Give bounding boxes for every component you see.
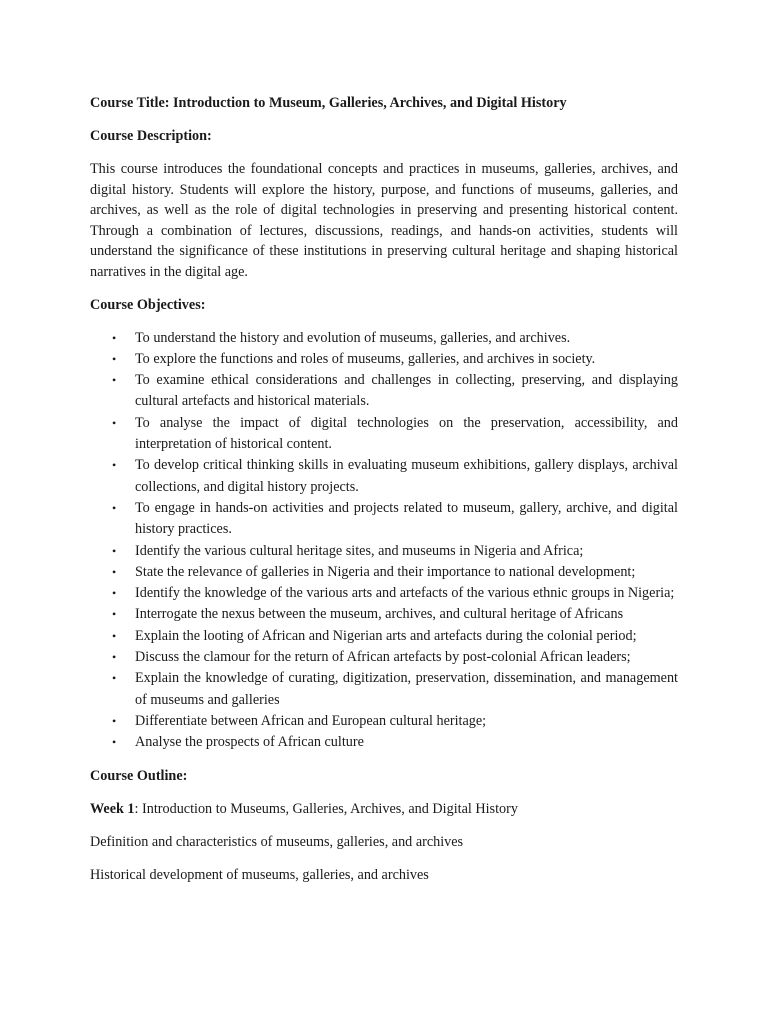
objective-text: Explain the knowledge of curating, digitization, preservation, dissemination, and management of museums and galleries <box>135 670 678 708</box>
course-title-value: Introduction to Museum, Galleries, Archives, and Digital History <box>173 95 567 111</box>
objective-text: To engage in hands-on activities and projects related to museum, gallery, archive, and digital history practices. <box>135 499 678 538</box>
bullet-icon: • <box>112 628 117 643</box>
objective-text: To develop critical thinking skills in evaluating museum exhibitions, gallery displays, archival collections, and digital history projects. <box>135 457 678 495</box>
bullet-icon: • <box>112 607 117 622</box>
bullet-icon: • <box>112 330 117 345</box>
bullet-icon: • <box>112 671 117 686</box>
course-title <box>90 93 678 113</box>
objective-text: To understand the history and evolution of museums, galleries, and archives. <box>135 329 571 346</box>
objective-item <box>90 370 678 413</box>
objective-item <box>90 413 678 456</box>
objective-item <box>90 668 678 711</box>
bullet-icon: • <box>112 351 117 366</box>
course-outline-heading: Course Outline: <box>90 767 188 784</box>
objective-item <box>90 541 678 562</box>
objective-text: Discuss the clamour for the return of African artefacts by post-colonial African leaders; <box>135 649 631 666</box>
bullet-icon: • <box>112 415 117 430</box>
objective-item <box>90 349 678 370</box>
course-objectives-list <box>90 328 678 754</box>
objective-text: Explain the looting of African and Nigerian arts and artefacts during the colonial period; <box>135 627 637 644</box>
objective-text: To analyse the impact of digital technologies on the preservation, accessibility, and interpretation of historical content. <box>135 414 678 453</box>
bullet-icon: • <box>112 650 117 665</box>
outline-line: Definition and characteristics of museums, galleries, and archives <box>90 833 464 850</box>
objective-item <box>90 455 678 498</box>
bullet-icon: • <box>112 543 117 558</box>
outline-line: Historical development of museums, galleries, and archives <box>90 866 429 883</box>
objective-item <box>90 626 678 647</box>
bullet-icon: • <box>112 500 117 515</box>
course-objectives-heading: Course Objectives: <box>90 296 206 313</box>
week-1-line <box>90 799 678 819</box>
objective-item <box>90 732 678 753</box>
objective-item <box>90 328 678 349</box>
bullet-icon: • <box>112 735 117 750</box>
bullet-icon: • <box>112 713 117 728</box>
objective-item <box>90 604 678 625</box>
objective-text: To examine ethical considerations and challenges in collecting, preserving, and displaying cultural artefacts and historical materials. <box>135 372 678 410</box>
objective-item <box>90 562 678 583</box>
objective-item <box>90 583 678 604</box>
objective-text: Analyse the prospects of African culture <box>135 734 364 751</box>
bullet-icon: • <box>112 373 117 388</box>
objective-text: Identify the various cultural heritage sites, and museums in Nigeria and Africa; <box>135 542 584 559</box>
bullet-icon: • <box>112 458 117 473</box>
objective-item <box>90 647 678 668</box>
course-title-label: Course Title: <box>90 95 170 111</box>
objective-item <box>90 711 678 732</box>
course-description-text: This course introduces the foundational concepts and practices in museums, galleries, archives, and digital history. Students will explore the history, purpose, and functions of museums, galleries, and archives, as well as the role of digital technologies in preserving and presenting historical content. Through a combination of lectures, discussions, readings, and hands-on activities, students will understand the significance of these institutions in preserving cultural heritage and shaping historical narratives in the digital age. <box>90 161 678 280</box>
objective-text: Differentiate between African and European cultural heritage; <box>135 712 487 729</box>
course-description-heading: Course Description: <box>90 128 212 144</box>
objective-item <box>90 498 678 541</box>
objective-text: Identify the knowledge of the various arts and artefacts of the various ethnic groups in Nigeria; <box>135 585 675 602</box>
bullet-icon: • <box>112 586 117 601</box>
week-1-text: : Introduction to Museums, Galleries, Archives, and Digital History <box>134 800 518 817</box>
bullet-icon: • <box>112 564 117 579</box>
objective-text: State the relevance of galleries in Nigeria and their importance to national development; <box>135 563 636 580</box>
document-page <box>90 93 678 898</box>
objective-text: Interrogate the nexus between the museum, archives, and cultural heritage of Africans <box>135 606 624 623</box>
objective-text: To explore the functions and roles of museums, galleries, and archives in society. <box>135 350 596 367</box>
week-1-label: Week 1 <box>90 800 135 817</box>
